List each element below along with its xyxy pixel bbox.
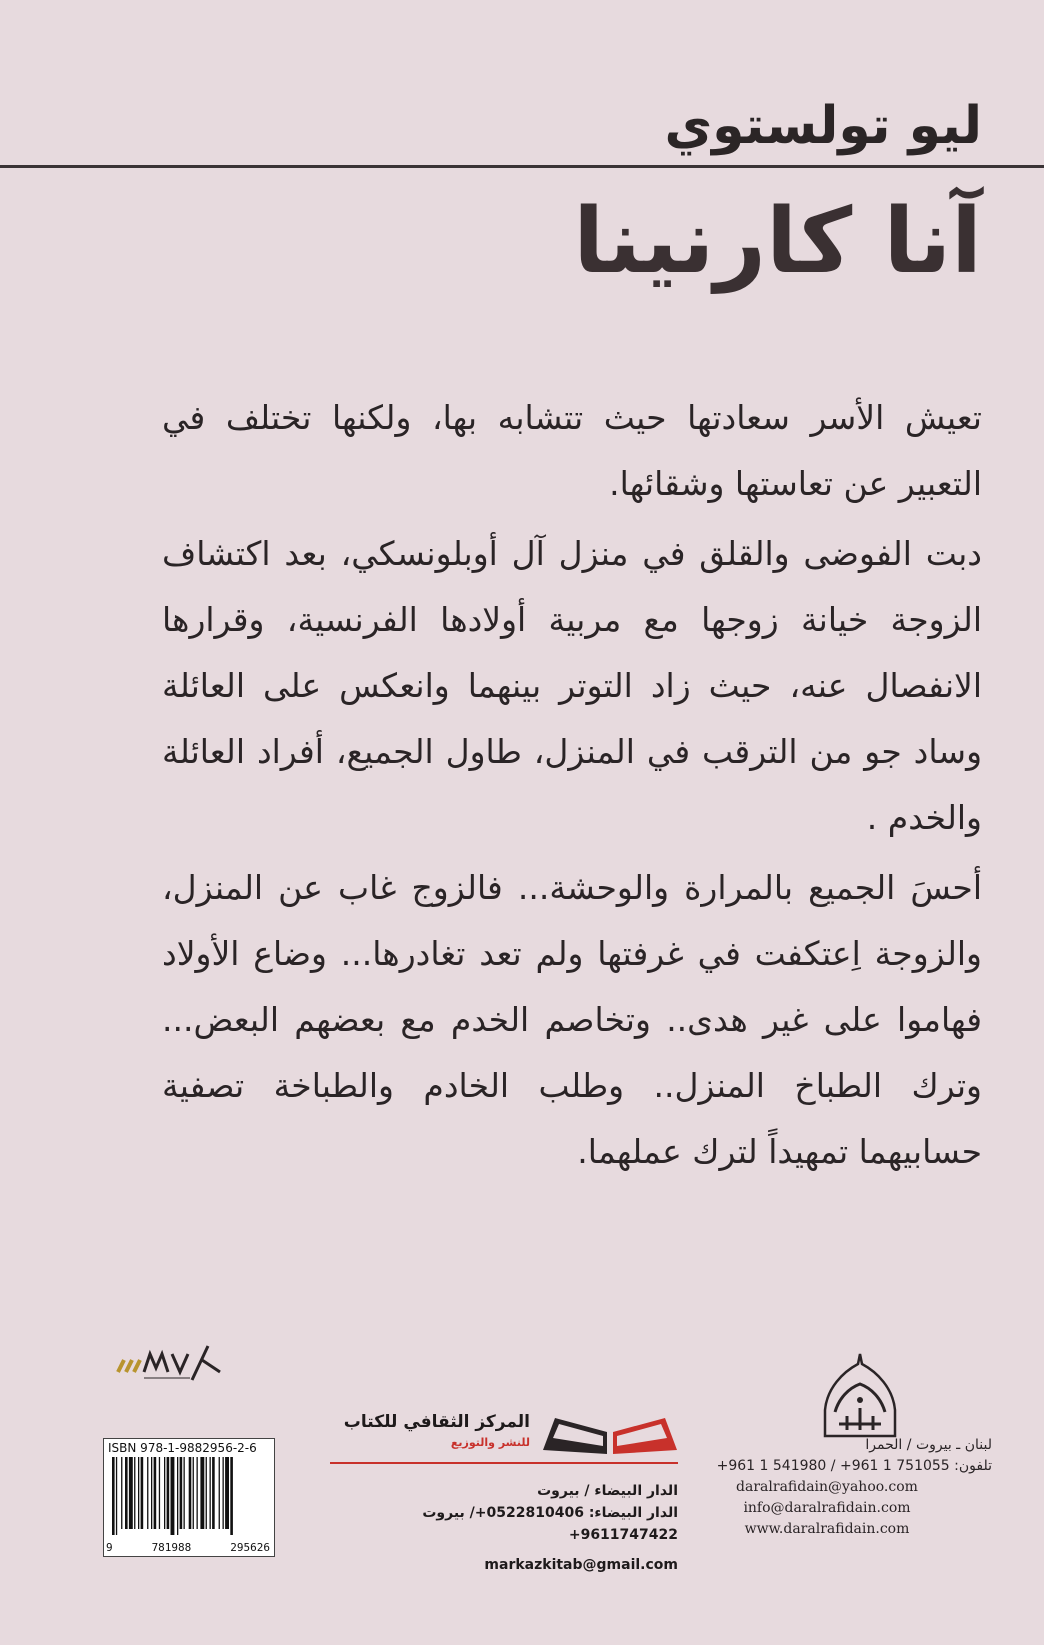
barcode-bar <box>212 1457 215 1529</box>
barcode-bar <box>219 1457 220 1529</box>
barcode-digit-group: 781988 <box>151 1541 192 1554</box>
barcode-bar <box>189 1457 192 1529</box>
header-divider <box>0 165 1044 168</box>
barcode-digits <box>106 1541 270 1554</box>
blurb-paragraph: أحسَ الجميع بالمرارة والوحشة... فالزوج غاب عن المنزل، والزوجة اِعتكفت في غرفتها ولم تعد تغادرها... وضاع الأولاد فهاموا على غير هدى.. وتخاصم الخدم مع بعضهم البعض... وترك الطباخ المنزل.. وطلب الخادم والطباخة تصفية حسابيهما تمهيداً لترك عملهما. <box>162 868 982 1171</box>
barcode-bar <box>200 1457 204 1529</box>
blurb-paragraph: تعيش الأسر سعادتها حيث تتشابه بها، ولكنها تختلف في التعبير عن تعاستها وشقائها. <box>162 398 982 503</box>
barcode-bar <box>154 1457 157 1529</box>
rafidain-logo-icon <box>815 1350 905 1445</box>
barcode-bar <box>171 1457 175 1535</box>
author-name: ليو تولستوي <box>664 96 982 156</box>
barcode-bar <box>138 1457 139 1529</box>
isbn-barcode <box>103 1438 275 1557</box>
isbn-number: ISBN 978-1-9882956-2-6 <box>108 1441 257 1455</box>
studio-logo-icon <box>110 1338 235 1388</box>
barcode-bar <box>151 1457 152 1529</box>
barcode-bar <box>223 1457 224 1529</box>
markaz-email: markazkitab@gmail.com <box>484 1557 678 1573</box>
barcode-bar <box>121 1457 122 1529</box>
markaz-phones: الدار البيضاء: 0522810406+/ بيروت 9611747422+ <box>422 1505 678 1543</box>
barcode-bar <box>193 1457 194 1529</box>
open-book-logo-icon <box>535 1410 685 1458</box>
barcode-bar <box>206 1457 207 1529</box>
barcode-bar <box>116 1457 117 1535</box>
barcode-bar <box>129 1457 133 1529</box>
barcode-digit-group: 295626 <box>230 1541 270 1554</box>
rafidain-address: لبنان ـ بيروت / الحمرا <box>865 1437 992 1453</box>
barcode-bar <box>184 1457 185 1529</box>
barcode-bars-icon <box>110 1457 268 1535</box>
barcode-bar <box>197 1457 198 1529</box>
rafidain-email: daralrafidain@yahoo.com <box>736 1479 918 1495</box>
barcode-bar <box>134 1457 135 1529</box>
markaz-publisher-name: المركز الثقافي للكتاب <box>343 1412 530 1432</box>
rafidain-phone: تلفون: 751055 1 961+ / 541980 1 961+ <box>716 1458 992 1474</box>
markaz-contact <box>320 1480 678 1576</box>
barcode-bar <box>159 1457 160 1529</box>
barcode-bar <box>112 1457 115 1535</box>
markaz-cities: الدار البيضاء / بيروت <box>537 1483 678 1499</box>
barcode-bar <box>180 1457 183 1529</box>
barcode-bar <box>230 1457 233 1535</box>
back-cover-blurb <box>162 385 982 1189</box>
barcode-bar <box>167 1457 170 1529</box>
blurb-paragraph: دبت الفوضى والقلق في منزل آل أوبلونسكي، بعد اكتشاف الزوجة خيانة زوجها مع مربية أولادها الفرنسية، وقرارها الانفصال عنه، حيث زاد التوتر بينهما وانعكس على العائلة وساد جو من الترقب في المنزل، طاول الجميع، أفراد العائلة والخدم . <box>162 534 982 837</box>
barcode-bar <box>225 1457 229 1529</box>
rafidain-info-email: info@daralrafidain.com <box>743 1500 911 1516</box>
barcode-bar <box>147 1457 148 1529</box>
book-title: آنا كارنينا <box>573 189 982 294</box>
barcode-bar <box>177 1457 178 1535</box>
barcode-bar <box>141 1457 144 1529</box>
barcode-bar <box>210 1457 211 1529</box>
barcode-bar <box>164 1457 165 1529</box>
markaz-publisher-subtitle: للنشر والتوزيع <box>450 1436 530 1449</box>
rafidain-contact <box>692 1435 992 1540</box>
barcode-digit-group: 9 <box>106 1541 113 1554</box>
rafidain-website: www.daralrafidain.com <box>744 1521 910 1537</box>
markaz-divider <box>330 1462 678 1464</box>
barcode-bar <box>125 1457 128 1529</box>
